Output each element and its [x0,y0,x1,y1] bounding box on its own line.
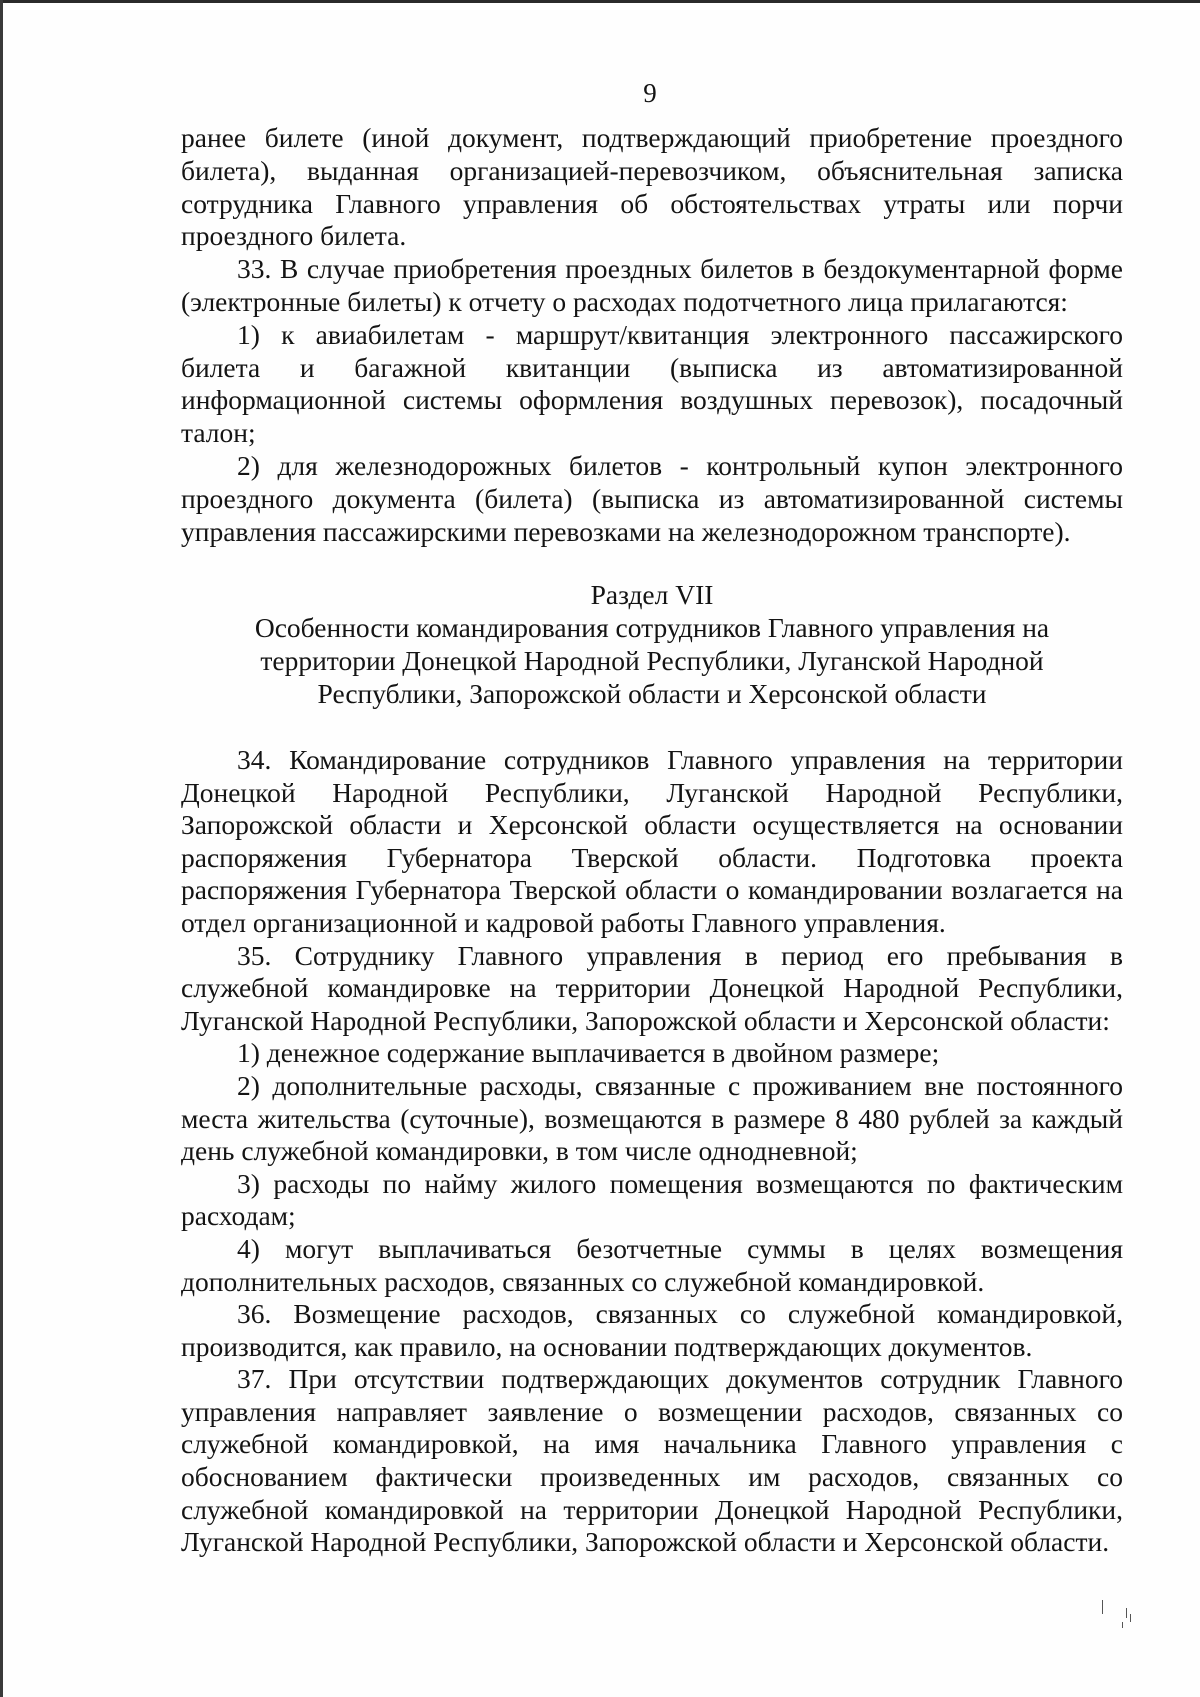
paragraph-35-item-3: 3) расходы по найму жилого помещения возмещаются по фактическим расходам; [181,1167,1123,1232]
page-number: 9 [643,78,657,108]
scan-artifact-marks [1100,1600,1140,1640]
paragraph-33-item-1: 1) к авиабилетам - маршрут/квитанция электронного пассажирского билета и багажной квитанции (выписка из автоматизированной информационной системы оформления воздушных перевозок), посадочный талон; [181,318,1123,449]
paragraph-36: 36. Возмещение расходов, связанных со служебной командировкой, производится, как правило, на основании подтверждающих документов. [181,1298,1123,1362]
section-number: Раздел VII [590,579,714,610]
scan-edge-left [0,0,3,1697]
section-title: Особенности командирования сотрудников Главного управления на территории Донецкой Народной Республики, Луганской Народной Республики, Запорожской области и Херсонской области [254,612,1050,709]
paragraph-33-item-2: 2) для железнодорожных билетов - контрольный купон электронного проездного документа (билета) (выписка из автоматизированной системы управления пассажирскими перевозками на железнодорожном транспорте). [181,449,1123,547]
paragraph-37: 37. При отсутствии подтверждающих документов сотрудник Главного управления направляет заявление о возмещении расходов, связанных со служебной командировкой, на имя начальника Главного управления с обоснованием фактически произведенных им расходов, связанных со служебной командировкой на территории Донецкой Народной Республики, Луганской Народной Республики, Запорожской области и Херсонской области. [181,1363,1123,1558]
paragraph-35-item-2: 2) дополнительные расходы, связанные с проживанием вне постоянного места жительства (суточные), возмещаются в размере 8 480 рублей за каждый день служебной командировки, в том числе однодневной; [181,1069,1123,1167]
body-text-top [181,122,1123,548]
paragraph-35: 35. Сотруднику Главного управления в период его пребывания в служебной командировке на территории Донецкой Народной Республики, Луганской Народной Республики, Запорожской области и Херсонской области: [181,939,1123,1036]
paragraph-35-item-4: 4) могут выплачиваться безотчетные суммы в целях возмещения дополнительных расходов, связанных со служебной командировкой. [181,1232,1123,1297]
paragraph-continuation: ранее билете (иной документ, подтверждающий приобретение проездного билета), выданная организацией-перевозчиком, объяснительная записка сотрудника Главного управления об обстоятельствах утраты или порчи проездного билета. [181,122,1123,252]
section-heading [181,578,1123,710]
body-text-bottom [181,744,1123,1559]
paragraph-35-item-1: 1) денежное содержание выплачивается в двойном размере; [237,1037,940,1069]
paragraph-34: 34. Командирование сотрудников Главного управления на территории Донецкой Народной Республики, Луганской Народной Республики, Запорожской области и Херсонской области осуществляется на основании распоряжения Губернатора Тверской области. Подготовка проекта распоряжения Губернатора Тверской области о командировании возлагается на отдел организационной и кадровой работы Главного управления. [181,744,1123,938]
paragraph-33: 33. В случае приобретения проездных билетов в бездокументарной форме (электронные билеты) к отчету о расходах подотчетного лица прилагаются: [181,253,1123,317]
scan-edge-top [0,0,1200,3]
